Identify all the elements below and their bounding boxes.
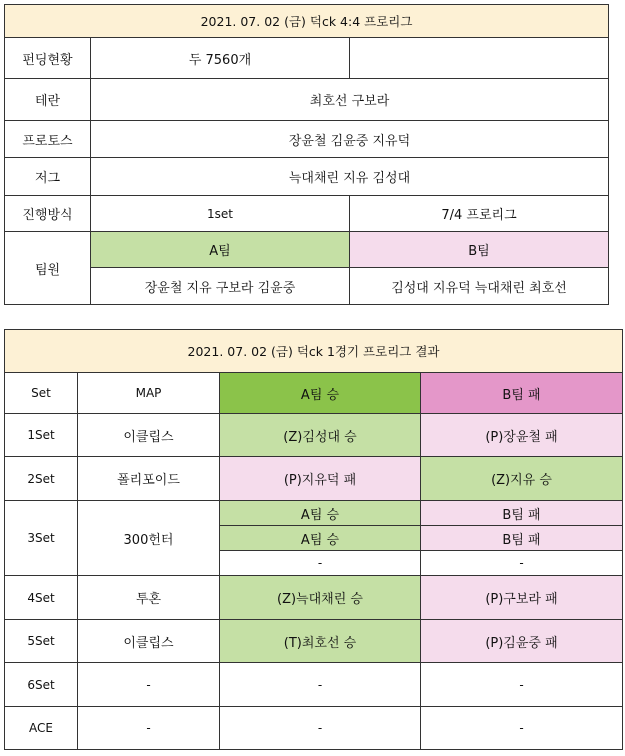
lineup-table xyxy=(4,4,609,305)
team-a-result-cell: (T)최호선 승 xyxy=(220,620,421,663)
team-a-result-cell: A팀 승 xyxy=(220,501,421,526)
team-b-result-cell: - xyxy=(421,551,623,576)
team-b-result-cell: (P)구보라 패 xyxy=(421,576,623,620)
team-b-members: 김성대 지유덕 늑대채린 최호선 xyxy=(350,268,609,305)
set-cell: 3Set xyxy=(5,501,78,576)
map-cell: - xyxy=(78,707,220,750)
team-a-result-header: A팀 승 xyxy=(220,373,421,414)
set-cell: 6Set xyxy=(5,663,78,707)
team-a-result-cell: (Z)늑대채린 승 xyxy=(220,576,421,620)
team-a-result-cell: (P)지유덕 패 xyxy=(220,457,421,501)
team-a-result-cell: A팀 승 xyxy=(220,526,421,551)
team-a-result-cell: (Z)김성대 승 xyxy=(220,414,421,457)
team-a-result-cell: - xyxy=(220,663,421,707)
map-column-header: MAP xyxy=(78,373,220,414)
funding-label: 펀딩현황 xyxy=(5,38,91,79)
mode-label: 진행방식 xyxy=(5,196,91,232)
map-cell: 300헌터 xyxy=(78,501,220,576)
protoss-label: 프로토스 xyxy=(5,121,91,158)
result-table xyxy=(4,329,623,750)
team-b-result-header: B팀 패 xyxy=(421,373,623,414)
table-row xyxy=(5,576,623,620)
team-b-result-cell: - xyxy=(421,663,623,707)
team-label: 팀원 xyxy=(5,232,91,305)
zerg-value: 늑대채린 지유 김성대 xyxy=(91,158,609,196)
terran-value: 최호선 구보라 xyxy=(91,79,609,121)
map-cell: 폴리포이드 xyxy=(78,457,220,501)
lineup-title: 2021. 07. 02 (금) 덕ck 4:4 프로리그 xyxy=(5,5,609,38)
map-cell: - xyxy=(78,663,220,707)
team-a-result-cell: - xyxy=(220,551,421,576)
team-b-result-cell: (P)김윤중 패 xyxy=(421,620,623,663)
terran-label: 테란 xyxy=(5,79,91,121)
zerg-label: 저그 xyxy=(5,158,91,196)
team-a-result-cell: - xyxy=(220,707,421,750)
map-cell: 투혼 xyxy=(78,576,220,620)
team-a-members: 장윤철 지유 구보라 김윤중 xyxy=(91,268,350,305)
table-row xyxy=(5,414,623,457)
team-b-header: B팀 xyxy=(350,232,609,268)
set-cell: ACE xyxy=(5,707,78,750)
protoss-value: 장윤철 김윤중 지유덕 xyxy=(91,121,609,158)
table-row xyxy=(5,620,623,663)
team-b-result-cell: (Z)지유 승 xyxy=(421,457,623,501)
set-cell: 4Set xyxy=(5,576,78,620)
table-row xyxy=(5,457,623,501)
team-b-result-cell: B팀 패 xyxy=(421,526,623,551)
mode-value-set: 1set xyxy=(91,196,350,232)
table-row xyxy=(5,707,623,750)
result-title: 2021. 07. 02 (금) 덕ck 1경기 프로리그 결과 xyxy=(5,330,623,373)
set-cell: 5Set xyxy=(5,620,78,663)
set-column-header: Set xyxy=(5,373,78,414)
team-a-header: A팀 xyxy=(91,232,350,268)
table-row xyxy=(5,663,623,707)
map-cell: 이클립스 xyxy=(78,620,220,663)
table-row xyxy=(5,501,623,526)
team-b-result-cell: B팀 패 xyxy=(421,501,623,526)
team-b-result-cell: (P)장윤철 패 xyxy=(421,414,623,457)
set-cell: 2Set xyxy=(5,457,78,501)
mode-value-league: 7/4 프로리그 xyxy=(350,196,609,232)
team-b-result-cell: - xyxy=(421,707,623,750)
funding-value: 두 7560개 xyxy=(91,38,350,79)
funding-empty-cell xyxy=(350,38,609,79)
map-cell: 이클립스 xyxy=(78,414,220,457)
set-cell: 1Set xyxy=(5,414,78,457)
